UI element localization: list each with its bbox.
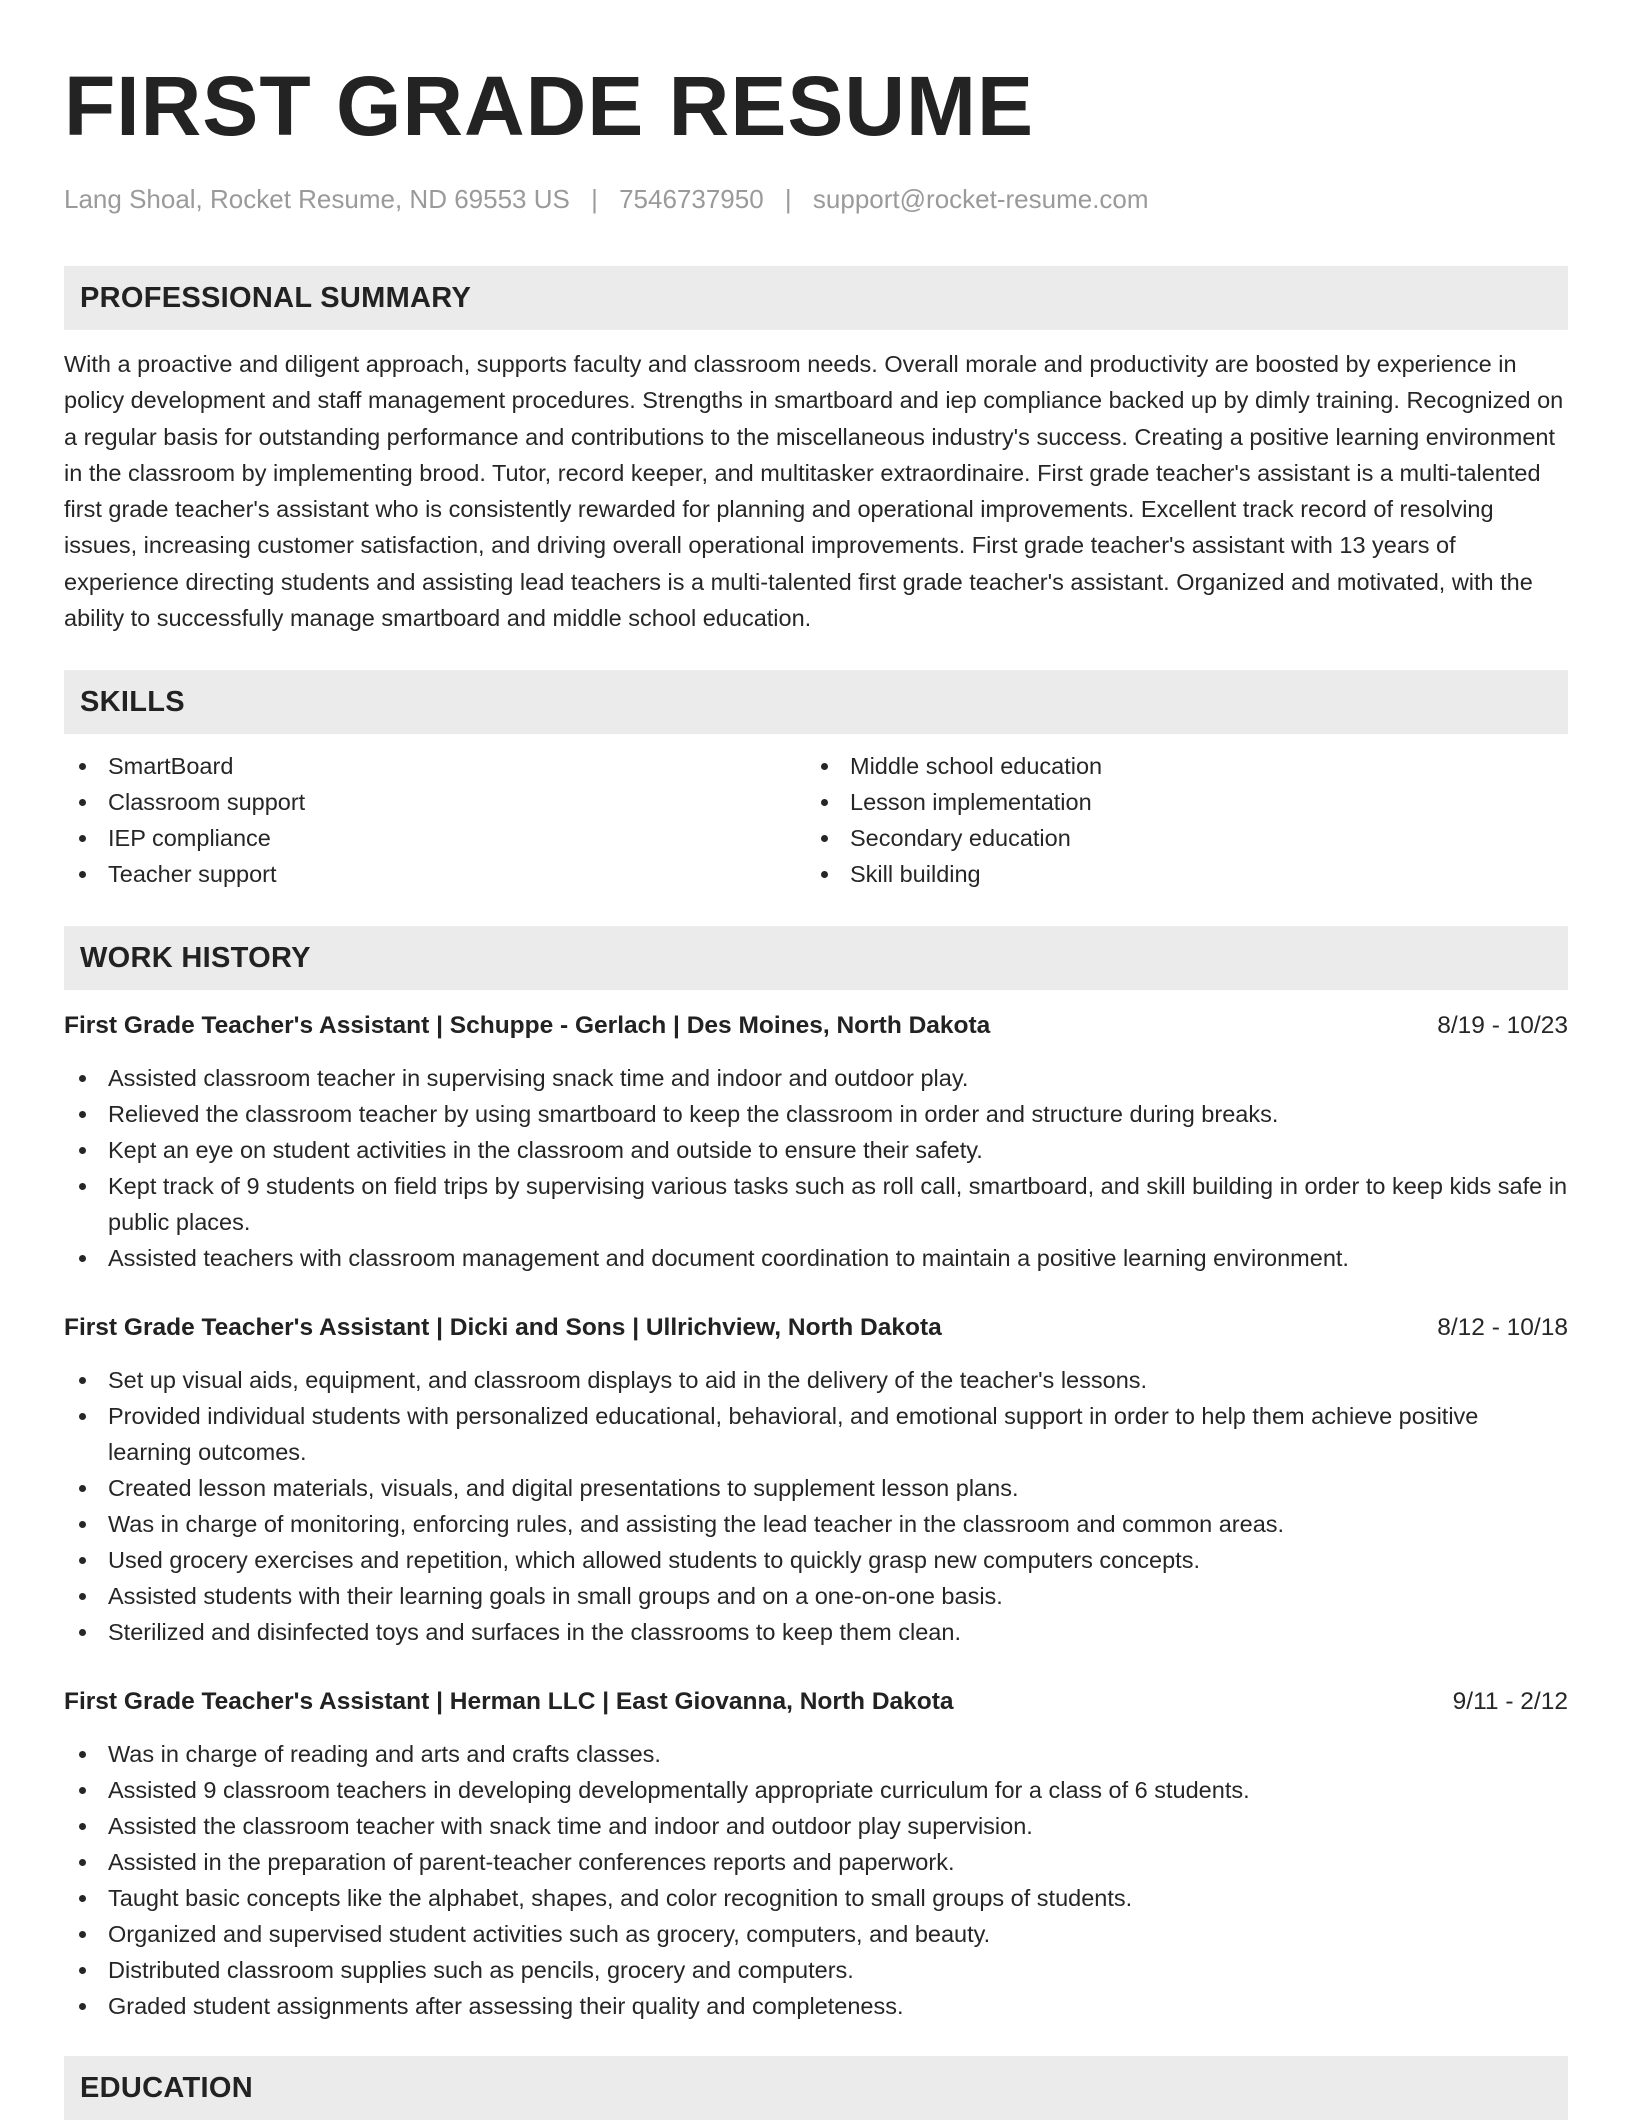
job-header [64, 1684, 1568, 1720]
job-entry [64, 1008, 1568, 1276]
skill-item: IEP compliance [64, 820, 806, 856]
skill-item: Secondary education [806, 820, 1548, 856]
skill-item: Skill building [806, 856, 1548, 892]
job-bullet: Kept track of 9 students on field trips by supervising various tasks such as roll call, smartboard, and skill building in order to keep kids safe in public places. [64, 1168, 1568, 1240]
section-header-work-history: WORK HISTORY [64, 926, 1568, 990]
skill-item: Teacher support [64, 856, 806, 892]
job-header [64, 1310, 1568, 1346]
job-title: First Grade Teacher's Assistant | Dicki and Sons | Ullrichview, North Dakota [64, 1314, 942, 1342]
job-entry [64, 1310, 1568, 1650]
job-bullet: Assisted classroom teacher in supervising snack time and indoor and outdoor play. [64, 1060, 1568, 1096]
job-bullets [64, 1736, 1568, 2024]
skills-list [64, 748, 1568, 892]
job-title: First Grade Teacher's Assistant | Schuppe - Gerlach | Des Moines, North Dakota [64, 1012, 991, 1040]
job-header [64, 1008, 1568, 1044]
section-header-skills: SKILLS [64, 670, 1568, 734]
job-bullet: Kept an eye on student activities in the classroom and outside to ensure their safety. [64, 1132, 1568, 1168]
resume-title: FIRST GRADE RESUME [64, 59, 1035, 153]
job-bullet: Used grocery exercises and repetition, which allowed students to quickly grasp new computers concepts. [64, 1542, 1568, 1578]
skills-column-left [64, 748, 806, 892]
contact-separator: | [784, 184, 792, 214]
skill-item: Classroom support [64, 784, 806, 820]
job-title: First Grade Teacher's Assistant | Herman LLC | East Giovanna, North Dakota [64, 1688, 954, 1716]
job-bullets [64, 1362, 1568, 1650]
job-bullet: Was in charge of monitoring, enforcing rules, and assisting the lead teacher in the classroom and common areas. [64, 1506, 1568, 1542]
skills-column-right [806, 748, 1548, 892]
contact-email: support@rocket-resume.com [812, 184, 1149, 214]
job-bullet: Assisted the classroom teacher with snack time and indoor and outdoor play supervision. [64, 1808, 1568, 1844]
job-bullet: Was in charge of reading and arts and crafts classes. [64, 1736, 1568, 1772]
contact-phone: 7546737950 [619, 184, 764, 214]
job-entry [64, 1684, 1568, 2024]
job-dates: 8/12 - 10/18 [1437, 1314, 1568, 1342]
contact-line [64, 182, 1568, 216]
job-bullet: Created lesson materials, visuals, and digital presentations to supplement lesson plans. [64, 1470, 1568, 1506]
job-bullet: Assisted 9 classroom teachers in developing developmentally appropriate curriculum for a class of 6 students. [64, 1772, 1568, 1808]
skill-item: Lesson implementation [806, 784, 1548, 820]
job-bullet: Provided individual students with personalized educational, behavioral, and emotional support in order to help them achieve positive learning outcomes. [64, 1398, 1568, 1470]
skill-item: SmartBoard [64, 748, 806, 784]
contact-address: Lang Shoal, Rocket Resume, ND 69553 US [64, 184, 570, 214]
job-bullet: Relieved the classroom teacher by using smartboard to keep the classroom in order and structure during breaks. [64, 1096, 1568, 1132]
job-bullet: Assisted in the preparation of parent-teacher conferences reports and paperwork. [64, 1844, 1568, 1880]
skill-item: Middle school education [806, 748, 1548, 784]
job-bullet: Assisted students with their learning goals in small groups and on a one-on-one basis. [64, 1578, 1568, 1614]
summary-paragraph: With a proactive and diligent approach, supports faculty and classroom needs. Overall morale and productivity are boosted by experience in policy development and staff management procedures. Strengths in smartboard and iep compliance backed up by dimly training. Recognized on a regular basis for outstanding performance and contributions to the miscellaneous industry's success. Creating a positive learning environment in the classroom by implementing brood. Tutor, record keeper, and multitasker extraordinaire. First grade teacher's assistant is a multi-talented first grade teacher's assistant who is consistently rewarded for planning and operational improvements. Excellent track record of resolving issues, increasing customer satisfaction, and driving overall operational improvements. First grade teacher's assistant with 13 years of experience directing students and assisting lead teachers is a multi-talented first grade teacher's assistant. Organized and motivated, with the ability to successfully manage smartboard and middle school education. [64, 351, 1564, 632]
contact-separator: | [591, 184, 598, 214]
job-bullet: Organized and supervised student activities such as grocery, computers, and beauty. [64, 1916, 1568, 1952]
job-bullet: Graded student assignments after assessing their quality and completeness. [64, 1988, 1568, 2024]
job-bullet: Taught basic concepts like the alphabet, shapes, and color recognition to small groups of students. [64, 1880, 1568, 1916]
section-header-professional-summary: PROFESSIONAL SUMMARY [64, 266, 1568, 330]
job-dates: 8/19 - 10/23 [1437, 1012, 1568, 1040]
section-header-education: EDUCATION [64, 2056, 1568, 2120]
job-bullet: Distributed classroom supplies such as pencils, grocery and computers. [64, 1952, 1568, 1988]
job-bullet: Set up visual aids, equipment, and classroom displays to aid in the delivery of the teacher's lessons. [64, 1362, 1568, 1398]
job-dates: 9/11 - 2/12 [1452, 1688, 1568, 1716]
resume-page [64, 0, 1568, 2120]
job-bullet: Sterilized and disinfected toys and surfaces in the classrooms to keep them clean. [64, 1614, 1568, 1650]
job-bullets [64, 1060, 1568, 1276]
job-bullet: Assisted teachers with classroom management and document coordination to maintain a positive learning environment. [64, 1240, 1568, 1276]
